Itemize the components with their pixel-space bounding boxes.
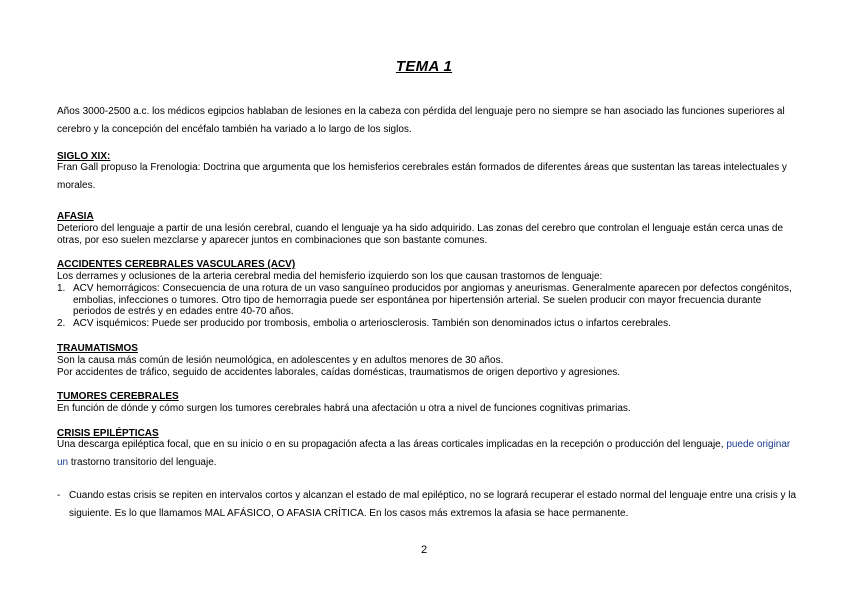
heading-afasia: AFASIA: [57, 211, 94, 222]
crisis-link-text[interactable]: puede originar un: [57, 439, 791, 468]
intro-paragraph: Años 3000-2500 a.c. los médicos egipcios hablaban de lesiones en la cabeza con pérdida del lenguaje pero no siempre se han asociado las funciones superiores al cerebro y la concepción del encéfalo también ha variado a lo largo de los siglos.: [57, 106, 785, 135]
heading-acv: ACCIDENTES CEREBRALES VASCULARES (ACV): [57, 259, 296, 270]
list-number: 2.: [57, 317, 66, 329]
crisis-bullet: [57, 487, 797, 523]
heading-traumatismos: TRAUMATISMOS: [57, 343, 138, 354]
bullet-dash: -: [57, 490, 61, 501]
traumatismos-line-2: Por accidentes de tráfico, seguido de accidentes laborales, caídas domésticas, traumatismos de origen deportivo y agresiones.: [57, 367, 621, 378]
page-title: TEMA 1: [395, 58, 453, 75]
acv-paragraph: Los derrames y oclusiones de la arteria cerebral media del hemisferio izquierdo son los que causan trastornos de lenguaje:: [57, 271, 603, 282]
afasia-paragraph: Deterioro del lenguaje a partir de una lesión cerebral, cuando el lenguaje ya ha sido adquirido. Las zonas del cerebro que controlan el lenguaje están cerca unas de otras, por eso suelen mezclarse y aparecer juntos en combinaciones que son bastante comunes.: [57, 223, 784, 246]
heading-crisis: CRISIS EPILÉPTICAS: [57, 428, 159, 439]
crisis-paragraph: [57, 436, 797, 472]
list-number: 1.: [57, 283, 66, 294]
heading-siglo-xix: SIGLO XIX:: [57, 151, 111, 162]
acv-list: [57, 283, 797, 329]
list-text: ACV hemorrágicos: Consecuencia de una rotura de un vaso sanguíneo producidos por angiomas y aneurismas. Generalmente aparecen por defectos congénitos, embolias, infecciones o tumores. Otro tipo de hemorragia puede ser espontánea por hipertensión arterial. Se suelen producir con mayor frecuencia durante periodos de estrés y en edades entre 40-70 años.: [73, 283, 792, 317]
siglo-xix-paragraph: Fran Gall propuso la Frenologia: Doctrina que argumenta que los hemisferios cerebrales están formados de diferentes áreas que sustentan las tareas intelectuales y morales.: [57, 162, 787, 191]
list-item: [57, 318, 797, 330]
heading-tumores: TUMORES CEREBRALES: [57, 391, 179, 402]
bullet-text: Cuando estas crisis se repiten en intervalos cortos y alcanzan el estado de mal epiléptico, no se logrará recuperar el estado normal del lenguaje entre una crisis y la siguiente. Es lo que llamamos MAL AFÁSICO, O AFASIA CRÍTICA. En los casos más extremos la afasia se hace permanente.: [69, 490, 797, 519]
traumatismos-line-1: Son la causa más común de lesión neumológica, en adolescentes y en adultos menores de 30 años.: [57, 355, 504, 366]
page-number: 2: [420, 544, 428, 556]
crisis-text-a: Una descarga epiléptica focal, que en su inicio o en su propagación afecta a las áreas corticales implicadas en la recepción o producción del lenguaje,: [57, 439, 727, 450]
list-text: ACV isquémicos: Puede ser producido por trombosis, embolia o arteriosclerosis. También son denominados ictus o infartos cerebrales.: [73, 317, 671, 329]
list-item: [57, 283, 797, 318]
tumores-paragraph: En función de dónde y cómo surgen los tumores cerebrales habrá una afectación u otra a nivel de funciones cognitivas primarias.: [57, 403, 631, 414]
crisis-text-b: trastorno transitorio del lenguaje.: [68, 457, 217, 468]
